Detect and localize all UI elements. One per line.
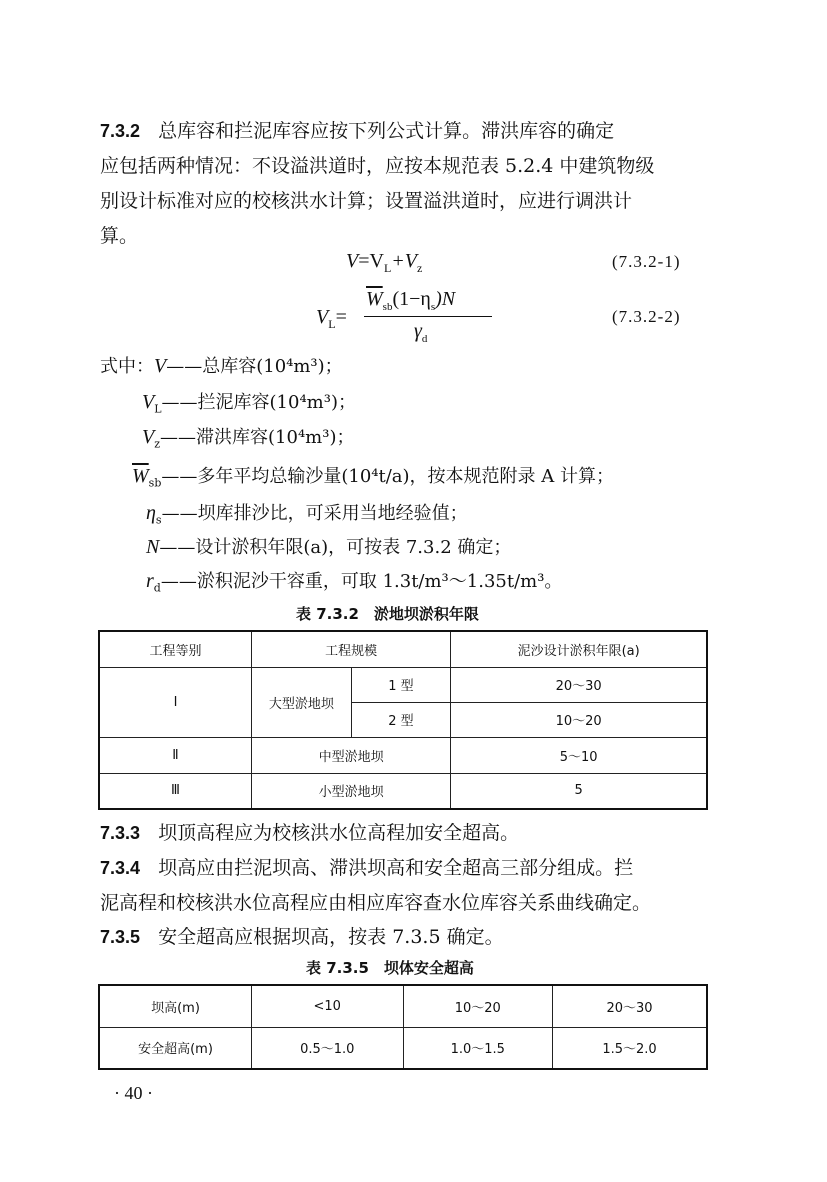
definition-symbol: $\overline{W}$ (132, 465, 149, 487)
definition-text: 设计淤积年限(a)，可按表 7.3.2 确定； (195, 537, 512, 558)
definition-dash: —— (161, 392, 198, 413)
definition-symbol: r (146, 570, 154, 592)
formula-2-n: )N (435, 288, 456, 310)
table-7-3-5 (98, 984, 708, 1070)
table-cell: 坝高(m) (99, 985, 251, 1027)
formula-1-lhs: V (346, 250, 359, 272)
section-7-3-2-line-4: 算。 (100, 225, 139, 247)
formula-1-sub-l: L (383, 261, 392, 275)
formula-2-sub-sb: sb (382, 301, 393, 313)
table-header: 工程等别 (99, 631, 251, 667)
table-row (99, 773, 707, 809)
table-row (99, 1027, 707, 1069)
definition-row (142, 423, 354, 451)
section-number: 7.3.5 (100, 927, 141, 947)
table-row (99, 631, 707, 667)
formula-2-eq: = (335, 306, 347, 328)
section-7-3-5 (100, 920, 504, 955)
definition-symbol: N (146, 536, 160, 558)
section-7-3-4-line-2: 泥高程和校核洪水位高程应由相应库容查水位库容关系曲线确定。 (100, 892, 652, 914)
formula-1-number: (7.3.2-1) (612, 252, 681, 271)
table-cell: 1.5～2.0 (553, 1027, 708, 1069)
formula-2-sub-l: L (328, 317, 336, 331)
definitions-intro: 式中： (100, 356, 154, 377)
definition-row (146, 567, 562, 595)
table-cell: 1.0～1.5 (403, 1027, 553, 1069)
table-cell: <10 (251, 985, 403, 1027)
definition-symbol: V (154, 355, 167, 377)
table-row (99, 985, 707, 1027)
table-7-3-5-caption: 表 7.3.5 坝体安全超高 (306, 959, 474, 977)
table-cell: 小型淤地坝 (251, 773, 450, 809)
definition-sub: L (154, 402, 162, 416)
page-number: · 40 · (114, 1083, 153, 1103)
formula-2-numerator (366, 288, 455, 313)
definition-text: 拦泥库容(10⁴m³)； (197, 392, 356, 413)
section-7-3-2-line-3: 别设计标准对应的校核洪水计算；设置溢洪道时，应进行调洪计 (100, 190, 633, 212)
table-cell: 5～10 (451, 737, 707, 773)
definition-dash: —— (161, 466, 198, 487)
table-cell: Ⅱ (99, 737, 251, 773)
definition-symbol: V (142, 391, 155, 413)
table-cell: Ⅰ (99, 667, 251, 737)
section-7-3-3 (100, 816, 519, 851)
table-cell: Ⅲ (99, 773, 251, 809)
section-7-3-4-line-1 (100, 851, 633, 886)
table-cell: 中型淤地坝 (251, 737, 450, 773)
table-cell: 5 (451, 773, 707, 809)
paragraph-text: 安全超高应根据坝高，按表 7.3.5 确定。 (158, 926, 504, 948)
formula-1 (346, 250, 422, 276)
table-cell: 0.5～1.0 (251, 1027, 403, 1069)
table-header: 泥沙设计淤积年限(a) (451, 631, 707, 667)
formula-2-sub-s: s (430, 301, 436, 313)
definition-dash: —— (166, 356, 203, 377)
formula-2-gamma: γ (414, 320, 422, 342)
definition-text: 总库容(10⁴m³)； (202, 356, 343, 377)
table-header: 工程规模 (251, 631, 450, 667)
paragraph-text: 坝顶高程应为校核洪水位高程加安全超高。 (158, 822, 520, 844)
definition-symbol: V (142, 426, 155, 448)
table-7-3-2 (98, 630, 708, 810)
fraction-bar (364, 316, 492, 317)
formula-2-w: $\overline{W}$ (366, 288, 383, 310)
table-cell: 大型淤地坝 (251, 667, 351, 737)
table-cell: 安全超高(m) (99, 1027, 251, 1069)
formula-1-rhs: =V (358, 250, 384, 272)
table-cell: 10～20 (403, 985, 553, 1027)
table-row (99, 737, 707, 773)
table-cell: 2 型 (351, 702, 451, 737)
formula-2-sub-d: d (421, 333, 428, 345)
formula-1-sub-z: z (417, 261, 423, 275)
definition-row (146, 533, 511, 561)
section-7-3-2-line-1 (100, 114, 614, 149)
definition-text: 滞洪库容(10⁴m³)； (196, 427, 355, 448)
table-cell: 1 型 (351, 667, 451, 702)
definition-dash: —— (161, 503, 198, 524)
definition-row (100, 352, 343, 378)
definition-sub: s (155, 513, 162, 527)
definition-row (132, 462, 614, 490)
paragraph-text: 坝高应由拦泥坝高、滞洪坝高和安全超高三部分组成。拦 (158, 857, 634, 879)
definition-row (146, 499, 468, 527)
definition-row (142, 388, 356, 416)
definition-symbol: η (146, 502, 156, 524)
section-number: 7.3.2 (100, 121, 141, 141)
section-number: 7.3.4 (100, 858, 141, 878)
formula-2-paren: (1−η (392, 288, 431, 310)
table-7-3-2-caption: 表 7.3.2 淤地坝淤积年限 (296, 605, 479, 623)
definition-text: 淤积泥沙干容重，可取 1.3t/m³～1.35t/m³。 (196, 571, 563, 592)
table-cell: 20～30 (451, 667, 707, 702)
table-row (99, 667, 707, 702)
definition-text: 坝库排沙比，可采用当地经验值； (197, 503, 468, 524)
section-number: 7.3.3 (100, 823, 141, 843)
definition-sub: sb (148, 476, 162, 490)
formula-2-v: V (316, 306, 329, 328)
table-cell: 20～30 (553, 985, 708, 1027)
formula-2-number: (7.3.2-2) (612, 307, 681, 326)
definition-dash: —— (160, 427, 197, 448)
formula-1-plus: +V (391, 250, 418, 272)
formula-2-lhs (316, 306, 347, 332)
definition-dash: —— (160, 571, 197, 592)
formula-2-denominator (414, 320, 427, 345)
definition-sub: z (154, 437, 161, 451)
definition-sub: d (153, 581, 161, 595)
definition-dash: —— (159, 537, 196, 558)
definition-text: 多年平均总输沙量(10⁴t/a)，按本规范附录 A 计算； (197, 466, 614, 487)
section-7-3-2-line-2: 应包括两种情况：不设溢洪道时，应按本规范表 5.2.4 中建筑物级 (100, 155, 655, 177)
paragraph-text: 总库容和拦泥库容应按下列公式计算。滞洪库容的确定 (158, 120, 615, 142)
table-cell: 10～20 (451, 702, 707, 737)
